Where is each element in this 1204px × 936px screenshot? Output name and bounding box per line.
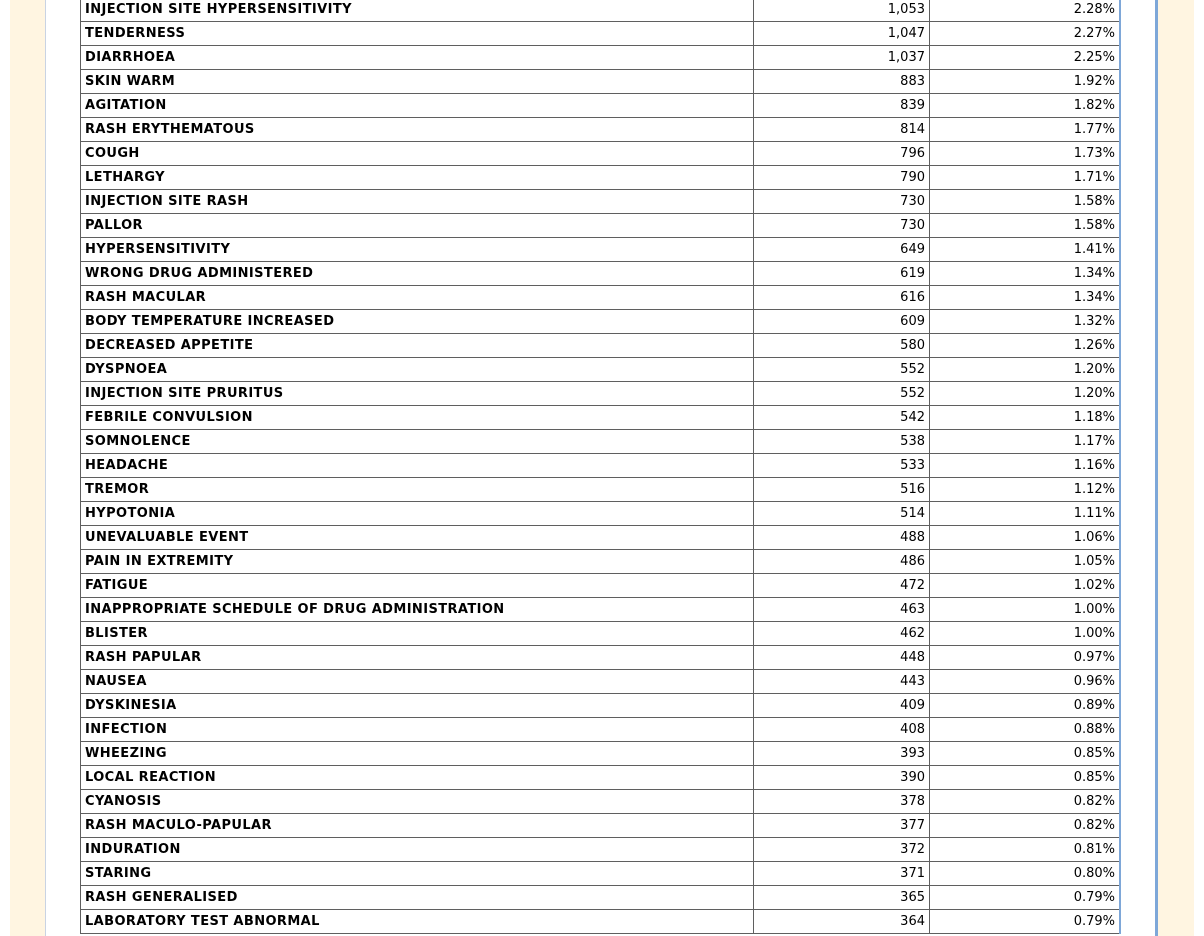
- table-row: [81, 166, 1121, 190]
- left-content-border: [45, 0, 46, 936]
- table-row: [81, 430, 1121, 454]
- table-row: [81, 790, 1121, 814]
- event-percent-cell: 1.41%: [930, 238, 1121, 262]
- event-count-cell: 616: [754, 286, 930, 310]
- table-row: [81, 478, 1121, 502]
- event-term-cell: INDURATION: [81, 838, 754, 862]
- table-row: [81, 550, 1121, 574]
- event-term-cell: SKIN WARM: [81, 70, 754, 94]
- event-term-cell: LOCAL REACTION: [81, 766, 754, 790]
- event-term-cell: DYSKINESIA: [81, 694, 754, 718]
- event-percent-cell: 1.17%: [930, 430, 1121, 454]
- table-row: [81, 862, 1121, 886]
- event-percent-cell: 0.79%: [930, 886, 1121, 910]
- event-term-cell: INFECTION: [81, 718, 754, 742]
- event-percent-cell: 1.58%: [930, 190, 1121, 214]
- table-row: [81, 310, 1121, 334]
- right-page-margin: [1158, 0, 1194, 936]
- event-term-cell: DIARRHOEA: [81, 46, 754, 70]
- event-percent-cell: 0.85%: [930, 766, 1121, 790]
- adverse-events-table-body: [81, 0, 1121, 934]
- event-count-cell: 1,047: [754, 22, 930, 46]
- event-percent-cell: 1.20%: [930, 382, 1121, 406]
- event-count-cell: 552: [754, 358, 930, 382]
- table-row: [81, 718, 1121, 742]
- event-percent-cell: 1.16%: [930, 454, 1121, 478]
- table-row: [81, 22, 1121, 46]
- event-percent-cell: 1.77%: [930, 118, 1121, 142]
- event-count-cell: 486: [754, 550, 930, 574]
- event-term-cell: RASH PAPULAR: [81, 646, 754, 670]
- event-count-cell: 619: [754, 262, 930, 286]
- table-row: [81, 46, 1121, 70]
- event-term-cell: PALLOR: [81, 214, 754, 238]
- table-row: [81, 70, 1121, 94]
- event-count-cell: 814: [754, 118, 930, 142]
- event-percent-cell: 1.02%: [930, 574, 1121, 598]
- event-count-cell: 796: [754, 142, 930, 166]
- event-count-cell: 1,053: [754, 0, 930, 22]
- event-percent-cell: 1.00%: [930, 598, 1121, 622]
- event-percent-cell: 0.82%: [930, 790, 1121, 814]
- event-term-cell: PAIN IN EXTREMITY: [81, 550, 754, 574]
- event-percent-cell: 0.80%: [930, 862, 1121, 886]
- event-term-cell: UNEVALUABLE EVENT: [81, 526, 754, 550]
- event-count-cell: 390: [754, 766, 930, 790]
- table-row: [81, 238, 1121, 262]
- table-row: [81, 214, 1121, 238]
- event-term-cell: INJECTION SITE HYPERSENSITIVITY: [81, 0, 754, 22]
- event-count-cell: 365: [754, 886, 930, 910]
- event-percent-cell: 1.05%: [930, 550, 1121, 574]
- table-row: [81, 286, 1121, 310]
- event-count-cell: 472: [754, 574, 930, 598]
- event-term-cell: HYPERSENSITIVITY: [81, 238, 754, 262]
- event-percent-cell: 1.58%: [930, 214, 1121, 238]
- event-count-cell: 377: [754, 814, 930, 838]
- table-row: [81, 382, 1121, 406]
- event-term-cell: WRONG DRUG ADMINISTERED: [81, 262, 754, 286]
- table-row: [81, 0, 1121, 22]
- event-count-cell: 488: [754, 526, 930, 550]
- table-row: [81, 766, 1121, 790]
- event-term-cell: DECREASED APPETITE: [81, 334, 754, 358]
- table-row: [81, 406, 1121, 430]
- table-row: [81, 670, 1121, 694]
- adverse-events-table: [80, 0, 1121, 934]
- table-row: [81, 94, 1121, 118]
- event-term-cell: NAUSEA: [81, 670, 754, 694]
- event-count-cell: 393: [754, 742, 930, 766]
- event-percent-cell: 1.82%: [930, 94, 1121, 118]
- event-percent-cell: 2.27%: [930, 22, 1121, 46]
- event-term-cell: LETHARGY: [81, 166, 754, 190]
- table-row: [81, 262, 1121, 286]
- event-count-cell: 730: [754, 214, 930, 238]
- adverse-events-table-container[interactable]: [80, 0, 1121, 936]
- table-row: [81, 910, 1121, 934]
- event-term-cell: STARING: [81, 862, 754, 886]
- event-percent-cell: 0.82%: [930, 814, 1121, 838]
- event-count-cell: 443: [754, 670, 930, 694]
- event-percent-cell: 1.73%: [930, 142, 1121, 166]
- event-count-cell: 883: [754, 70, 930, 94]
- event-percent-cell: 0.81%: [930, 838, 1121, 862]
- table-row: [81, 814, 1121, 838]
- event-count-cell: 790: [754, 166, 930, 190]
- event-count-cell: 408: [754, 718, 930, 742]
- event-count-cell: 533: [754, 454, 930, 478]
- event-percent-cell: 0.97%: [930, 646, 1121, 670]
- event-term-cell: TENDERNESS: [81, 22, 754, 46]
- event-count-cell: 462: [754, 622, 930, 646]
- event-term-cell: TREMOR: [81, 478, 754, 502]
- event-count-cell: 542: [754, 406, 930, 430]
- table-row: [81, 838, 1121, 862]
- event-percent-cell: 0.96%: [930, 670, 1121, 694]
- event-count-cell: 538: [754, 430, 930, 454]
- table-row: [81, 142, 1121, 166]
- event-term-cell: FATIGUE: [81, 574, 754, 598]
- event-term-cell: HEADACHE: [81, 454, 754, 478]
- table-row: [81, 742, 1121, 766]
- event-percent-cell: 1.92%: [930, 70, 1121, 94]
- event-term-cell: DYSPNOEA: [81, 358, 754, 382]
- event-count-cell: 1,037: [754, 46, 930, 70]
- event-count-cell: 378: [754, 790, 930, 814]
- table-row: [81, 694, 1121, 718]
- event-percent-cell: 1.00%: [930, 622, 1121, 646]
- event-count-cell: 409: [754, 694, 930, 718]
- event-term-cell: BLISTER: [81, 622, 754, 646]
- table-row: [81, 622, 1121, 646]
- event-percent-cell: 1.20%: [930, 358, 1121, 382]
- event-percent-cell: 1.06%: [930, 526, 1121, 550]
- event-percent-cell: 1.32%: [930, 310, 1121, 334]
- event-term-cell: RASH MACULAR: [81, 286, 754, 310]
- event-term-cell: WHEEZING: [81, 742, 754, 766]
- event-percent-cell: 1.18%: [930, 406, 1121, 430]
- table-row: [81, 118, 1121, 142]
- event-percent-cell: 1.34%: [930, 262, 1121, 286]
- event-count-cell: 371: [754, 862, 930, 886]
- left-page-margin: [10, 0, 45, 936]
- event-term-cell: INAPPROPRIATE SCHEDULE OF DRUG ADMINISTRATION: [81, 598, 754, 622]
- event-count-cell: 516: [754, 478, 930, 502]
- event-term-cell: COUGH: [81, 142, 754, 166]
- event-percent-cell: 1.34%: [930, 286, 1121, 310]
- event-count-cell: 514: [754, 502, 930, 526]
- table-row: [81, 886, 1121, 910]
- event-term-cell: BODY TEMPERATURE INCREASED: [81, 310, 754, 334]
- table-row: [81, 646, 1121, 670]
- event-percent-cell: 1.71%: [930, 166, 1121, 190]
- event-count-cell: 839: [754, 94, 930, 118]
- event-term-cell: INJECTION SITE PRURITUS: [81, 382, 754, 406]
- table-row: [81, 358, 1121, 382]
- table-row: [81, 598, 1121, 622]
- event-term-cell: INJECTION SITE RASH: [81, 190, 754, 214]
- event-term-cell: RASH MACULO-PAPULAR: [81, 814, 754, 838]
- event-percent-cell: 1.11%: [930, 502, 1121, 526]
- table-row: [81, 526, 1121, 550]
- event-percent-cell: 1.12%: [930, 478, 1121, 502]
- event-count-cell: 649: [754, 238, 930, 262]
- event-percent-cell: 2.25%: [930, 46, 1121, 70]
- event-count-cell: 364: [754, 910, 930, 934]
- event-term-cell: RASH ERYTHEMATOUS: [81, 118, 754, 142]
- event-term-cell: RASH GENERALISED: [81, 886, 754, 910]
- table-row: [81, 502, 1121, 526]
- event-count-cell: 730: [754, 190, 930, 214]
- event-percent-cell: 0.85%: [930, 742, 1121, 766]
- event-term-cell: HYPOTONIA: [81, 502, 754, 526]
- table-row: [81, 574, 1121, 598]
- event-term-cell: AGITATION: [81, 94, 754, 118]
- event-count-cell: 552: [754, 382, 930, 406]
- table-row: [81, 454, 1121, 478]
- event-count-cell: 609: [754, 310, 930, 334]
- table-row: [81, 334, 1121, 358]
- event-count-cell: 580: [754, 334, 930, 358]
- event-count-cell: 448: [754, 646, 930, 670]
- event-term-cell: FEBRILE CONVULSION: [81, 406, 754, 430]
- event-count-cell: 372: [754, 838, 930, 862]
- event-count-cell: 463: [754, 598, 930, 622]
- event-term-cell: LABORATORY TEST ABNORMAL: [81, 910, 754, 934]
- event-percent-cell: 0.79%: [930, 910, 1121, 934]
- event-percent-cell: 2.28%: [930, 0, 1121, 22]
- table-row: [81, 190, 1121, 214]
- event-percent-cell: 0.88%: [930, 718, 1121, 742]
- event-term-cell: SOMNOLENCE: [81, 430, 754, 454]
- event-term-cell: CYANOSIS: [81, 790, 754, 814]
- event-percent-cell: 1.26%: [930, 334, 1121, 358]
- event-percent-cell: 0.89%: [930, 694, 1121, 718]
